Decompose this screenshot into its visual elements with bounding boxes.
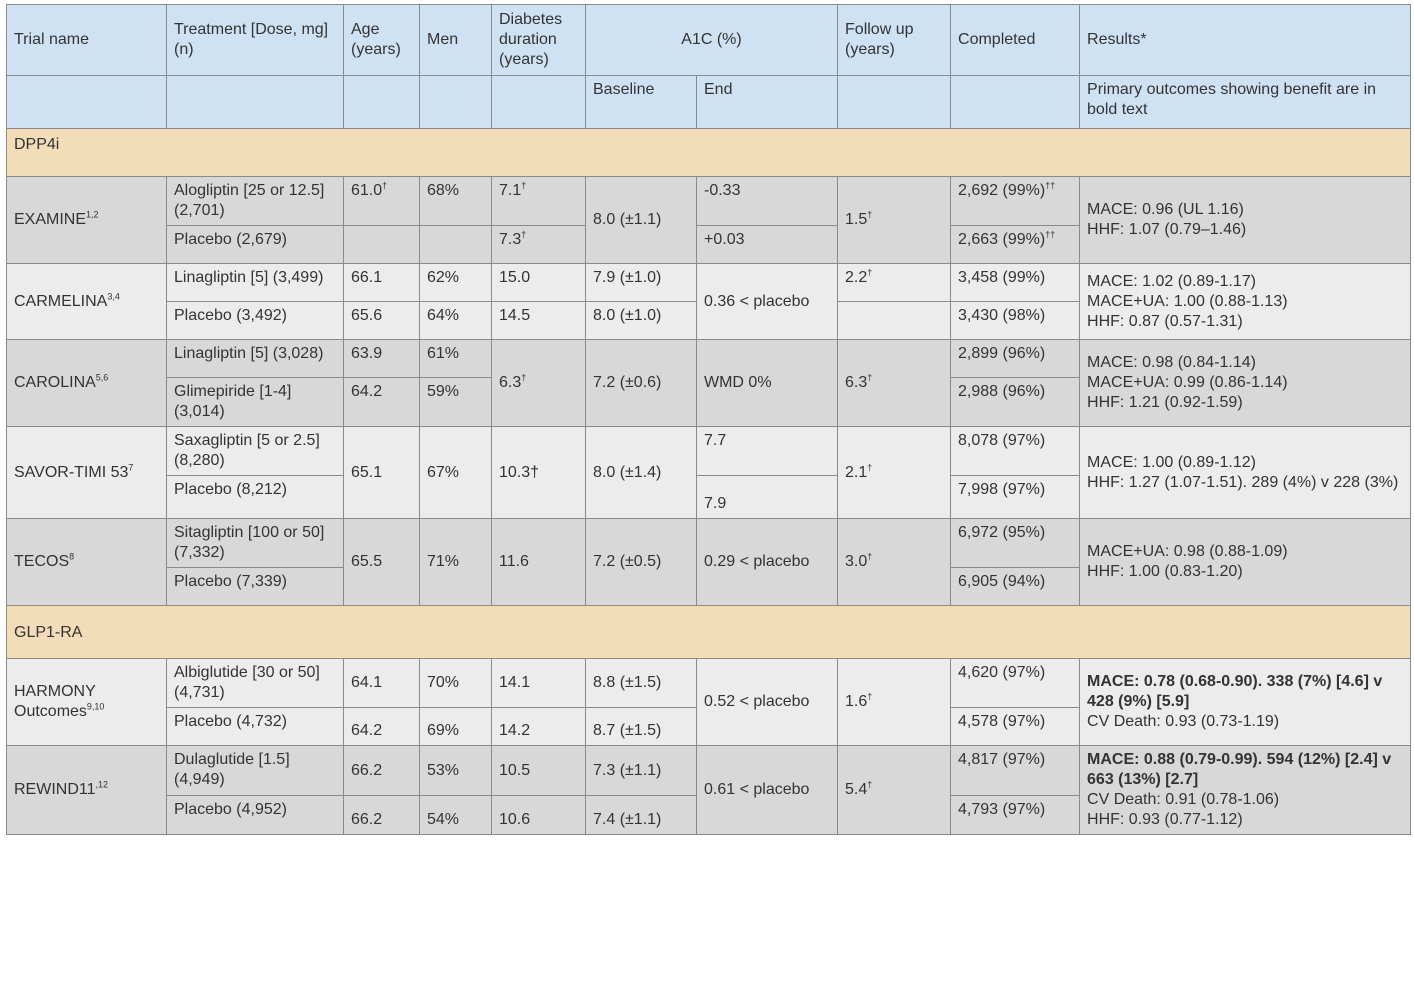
table-row: [7, 427, 1411, 476]
treatment-cell: Placebo (2,679): [167, 226, 344, 264]
trial-name: SAVOR-TIMI $53^7$: [7, 427, 167, 519]
end-cell: 0.29 < placebo: [697, 519, 838, 606]
header-baseline: Baseline: [586, 76, 697, 129]
duration-cell: 14.2: [492, 708, 586, 746]
baseline-cell: 8.7 (±1.5): [586, 708, 697, 746]
age-cell: 61.0†: [344, 177, 420, 226]
men-cell: 59%: [420, 378, 492, 427]
category-row: [7, 606, 1411, 659]
follow-up-cell: 3.0†: [838, 519, 951, 606]
age-cell: 65.1: [344, 427, 420, 519]
trial-name: HARMONY Outcomes$^{9,10}$: [7, 659, 167, 746]
results-cell: MACE: 1.00 (0.89-1.12) HHF: 1.27 (1.07-1.51). 289 (4%) v 228 (3%): [1080, 427, 1411, 519]
end-cell: WMD 0%: [697, 340, 838, 427]
men-cell: 53%: [420, 746, 492, 796]
duration-cell: 6.3†: [492, 340, 586, 427]
treatment-cell: Alogliptin [25 or 12.5] (2,701): [167, 177, 344, 226]
age-cell: 64.2: [344, 378, 420, 427]
header-age: Age (years): [344, 5, 420, 76]
treatment-cell: Placebo (4,732): [167, 708, 344, 746]
header-men: Men: [420, 5, 492, 76]
baseline-cell: 7.9 (±1.0): [586, 264, 697, 302]
category-glp1ra: GLP1-RA: [7, 606, 1411, 659]
completed-cell: 3,430 (98%): [951, 302, 1080, 340]
end-cell: 0.61 < placebo: [697, 746, 838, 835]
age-cell: 66.2: [344, 746, 420, 796]
age-cell: 65.6: [344, 302, 420, 340]
subheader-row: [7, 76, 1411, 129]
baseline-cell: 8.0 (±1.1): [586, 177, 697, 264]
age-cell: 64.2: [344, 708, 420, 746]
treatment-cell: Sitagliptin [100 or 50] (7,332): [167, 519, 344, 568]
baseline-cell: 8.0 (±1.4): [586, 427, 697, 519]
completed-cell: 2,692 (99%)††: [951, 177, 1080, 226]
table-row: [7, 746, 1411, 796]
completed-cell: 2,899 (96%): [951, 340, 1080, 378]
duration-cell: 14.5: [492, 302, 586, 340]
duration-cell: 15.0: [492, 264, 586, 302]
follow-up-cell: 1.6†: [838, 659, 951, 746]
men-cell: 70%: [420, 659, 492, 708]
duration-cell: 7.3†: [492, 226, 586, 264]
trial-name: TECOS$^8$: [7, 519, 167, 606]
treatment-cell: Placebo (3,492): [167, 302, 344, 340]
treatment-cell: Placebo (4,952): [167, 796, 344, 835]
men-cell: 68%: [420, 177, 492, 226]
treatment-cell: Albiglutide [30 or 50] (4,731): [167, 659, 344, 708]
age-cell: 64.1: [344, 659, 420, 708]
men-cell: 61%: [420, 340, 492, 378]
header-treatment: Treatment [Dose, mg] (n): [167, 5, 344, 76]
table-row: [7, 340, 1411, 378]
treatment-cell: Linagliptin [5] (3,499): [167, 264, 344, 302]
age-cell: 66.2: [344, 796, 420, 835]
completed-cell: 6,905 (94%): [951, 568, 1080, 606]
table-row: [7, 264, 1411, 302]
men-cell: 69%: [420, 708, 492, 746]
follow-up-cell: 2.1†: [838, 427, 951, 519]
treatment-cell: Linagliptin [5] (3,028): [167, 340, 344, 378]
completed-cell: 4,620 (97%): [951, 659, 1080, 708]
completed-cell: 4,793 (97%): [951, 796, 1080, 835]
trial-name: $REWIND11^{,12}$: [7, 746, 167, 835]
duration-cell: 11.6: [492, 519, 586, 606]
men-cell: 54%: [420, 796, 492, 835]
follow-up-cell: 2.2†: [838, 264, 951, 302]
baseline-cell: 8.0 (±1.0): [586, 302, 697, 340]
age-cell: 66.1: [344, 264, 420, 302]
trial-name: CAROLINA$^{5,6}$: [7, 340, 167, 427]
completed-cell: 2,988 (96%): [951, 378, 1080, 427]
treatment-cell: Placebo (7,339): [167, 568, 344, 606]
treatment-cell: Dulaglutide [1.5] (4,949): [167, 746, 344, 796]
results-cell: MACE+UA: 0.98 (0.88-1.09) HHF: 1.00 (0.83-1.20): [1080, 519, 1411, 606]
baseline-cell: 7.3 (±1.1): [586, 746, 697, 796]
completed-cell: 3,458 (99%): [951, 264, 1080, 302]
results-cell: MACE: 1.02 (0.89-1.17) MACE+UA: 1.00 (0.88-1.13) HHF: 0.87 (0.57-1.31): [1080, 264, 1411, 340]
duration-cell: 10.5: [492, 746, 586, 796]
header-follow-up: Follow up (years): [838, 5, 951, 76]
completed-cell: 8,078 (97%): [951, 427, 1080, 476]
baseline-cell: 8.8 (±1.5): [586, 659, 697, 708]
age-cell: 65.5: [344, 519, 420, 606]
results-cell: MACE: 0.96 (UL 1.16) HHF: 1.07 (0.79–1.46): [1080, 177, 1411, 264]
men-cell: 62%: [420, 264, 492, 302]
duration-cell: 10.3†: [492, 427, 586, 519]
treatment-cell: Placebo (8,212): [167, 476, 344, 519]
follow-up-cell: 5.4†: [838, 746, 951, 835]
table-row: [7, 659, 1411, 708]
baseline-cell: 7.2 (±0.5): [586, 519, 697, 606]
treatment-cell: Glimepiride [1-4] (3,014): [167, 378, 344, 427]
treatment-cell: Saxagliptin [5 or 2.5] (8,280): [167, 427, 344, 476]
end-cell: 7.7: [697, 427, 838, 476]
cvot-trials-table: [6, 4, 1411, 835]
header-duration: Diabetes duration (years): [492, 5, 586, 76]
header-row: [7, 5, 1411, 76]
follow-up-cell: 1.5†: [838, 177, 951, 264]
results-cell: MACE: 0.98 (0.84-1.14) MACE+UA: 0.99 (0.86-1.14) HHF: 1.21 (0.92-1.59): [1080, 340, 1411, 427]
results-cell: MACE: 0.88 (0.79-0.99). 594 (12%) [2.4] v 663 (13%) [2.7] CV Death: 0.91 (0.78-1.06) HHF: 0.93 (0.77-1.12): [1080, 746, 1411, 835]
baseline-cell: 7.2 (±0.6): [586, 340, 697, 427]
header-results: Results*: [1080, 5, 1411, 76]
men-cell: 67%: [420, 427, 492, 519]
men-cell: 71%: [420, 519, 492, 606]
completed-cell: 6,972 (95%): [951, 519, 1080, 568]
men-cell: 64%: [420, 302, 492, 340]
header-trial-name: Trial name: [7, 5, 167, 76]
category-dpp4i: DPP4i: [7, 129, 1411, 177]
duration-cell: 10.6: [492, 796, 586, 835]
results-cell: MACE: 0.78 (0.68-0.90). 338 (7%) [4.6] v 428 (9%) [5.9] CV Death: 0.93 (0.73-1.19): [1080, 659, 1411, 746]
completed-cell: 2,663 (99%)††: [951, 226, 1080, 264]
header-completed: Completed: [951, 5, 1080, 76]
duration-cell: 14.1: [492, 659, 586, 708]
end-cell: +0.03: [697, 226, 838, 264]
table-row: [7, 519, 1411, 568]
completed-cell: 4,578 (97%): [951, 708, 1080, 746]
end-cell: 7.9: [697, 476, 838, 519]
trial-name: CARMELINA$^{3,4}$: [7, 264, 167, 340]
header-end: End: [697, 76, 838, 129]
completed-cell: 7,998 (97%): [951, 476, 1080, 519]
end-cell: -0.33: [697, 177, 838, 226]
end-cell: 0.52 < placebo: [697, 659, 838, 746]
follow-up-cell: 6.3†: [838, 340, 951, 427]
header-a1c: A1C (%): [586, 5, 838, 76]
header-results-note: Primary outcomes showing benefit are in bold text: [1080, 76, 1411, 129]
baseline-cell: 7.4 (±1.1): [586, 796, 697, 835]
age-cell: 63.9: [344, 340, 420, 378]
end-cell: 0.36 < placebo: [697, 264, 838, 340]
table-row: [7, 177, 1411, 226]
duration-cell: 7.1†: [492, 177, 586, 226]
category-row: [7, 129, 1411, 177]
completed-cell: 4,817 (97%): [951, 746, 1080, 796]
trial-name: EXAMINE$^{1,2}$: [7, 177, 167, 264]
